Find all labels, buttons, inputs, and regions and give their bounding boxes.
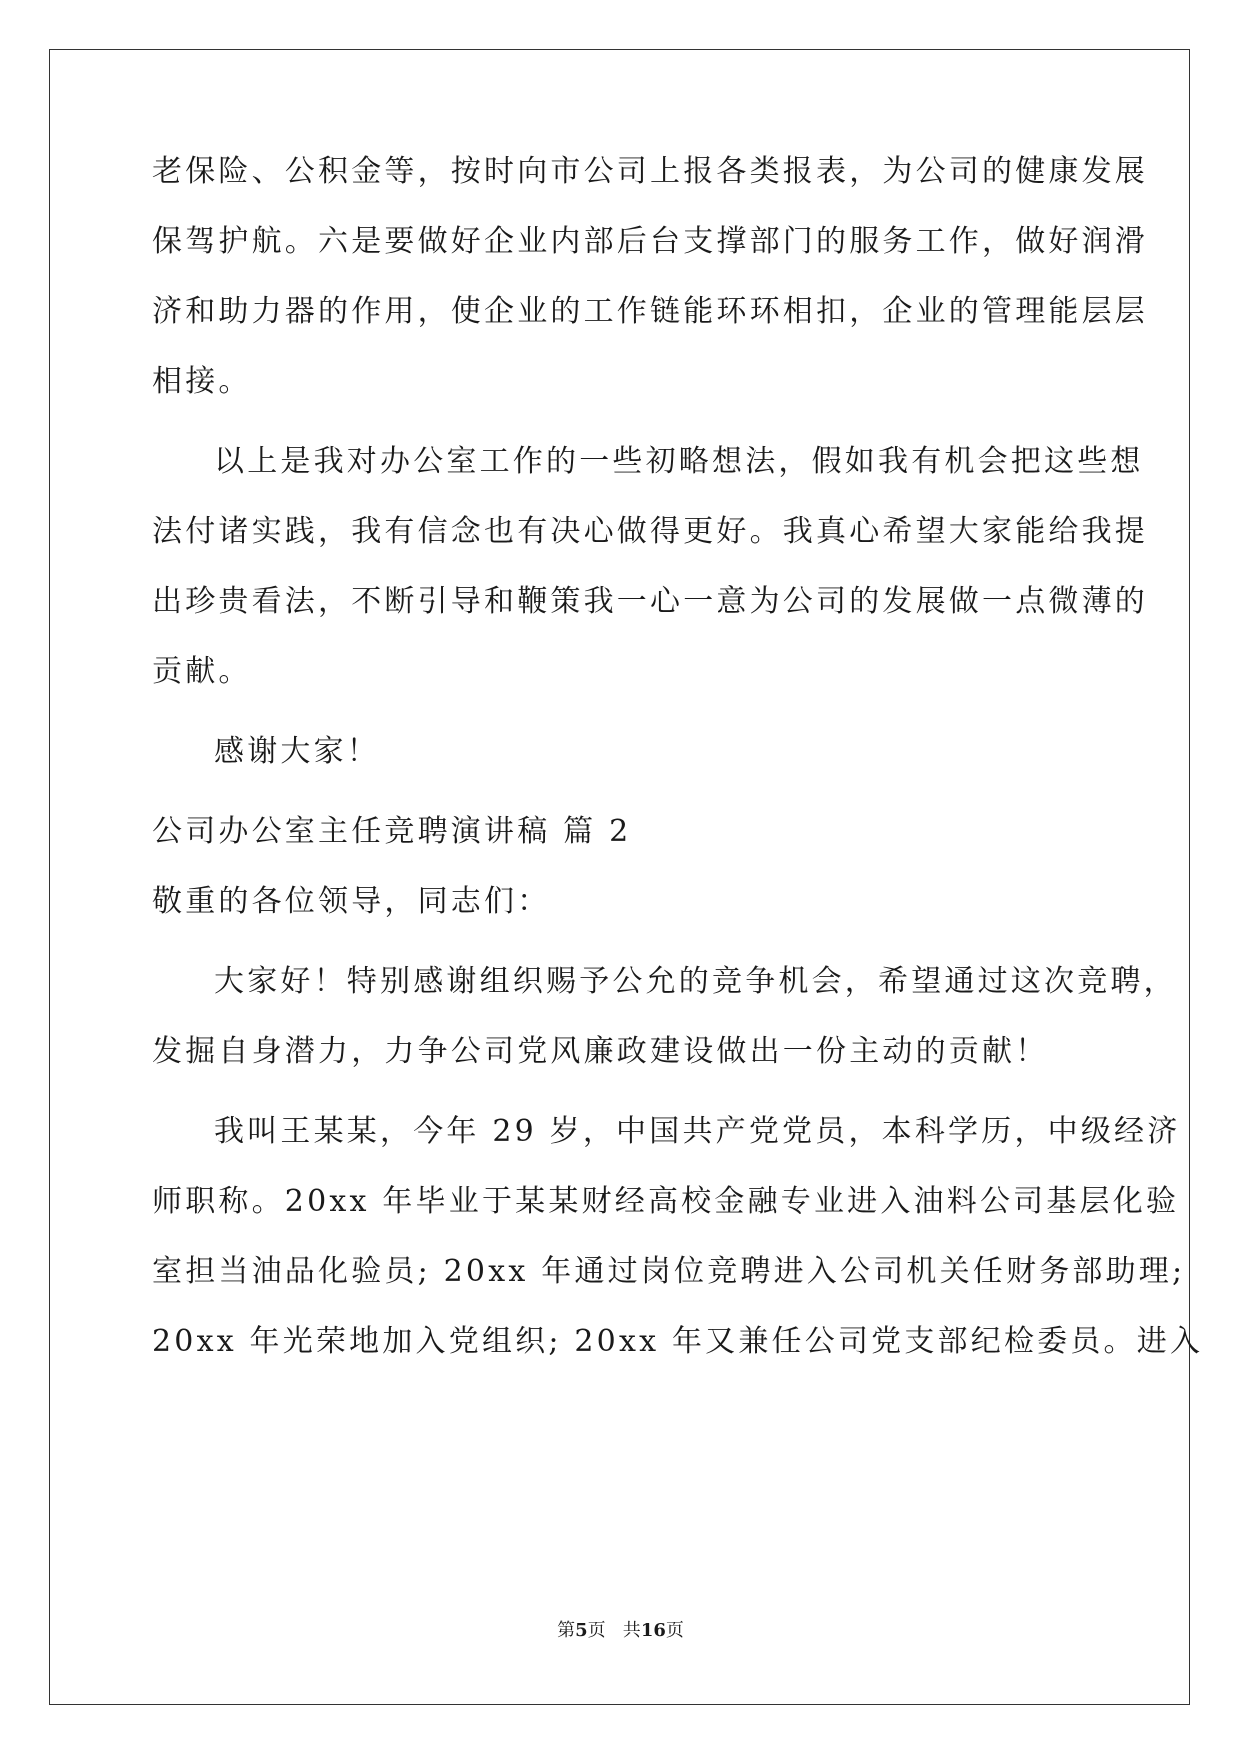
body-line: 师职称。20xx 年毕业于某某财经高校金融专业进入油料公司基层化验 <box>152 1184 1180 1219</box>
section-heading: 公司办公室主任竞聘演讲稿 篇 2 <box>152 814 632 849</box>
current-page-number: 5 <box>575 1620 588 1641</box>
salutation: 敬重的各位领导，同志们： <box>152 884 551 919</box>
footer-prefix: 第 <box>557 1620 576 1641</box>
body-line: 发掘自身潜力，力争公司党风廉政建设做出一份主动的贡献！ <box>152 1034 1049 1069</box>
body-line: 贡献。 <box>152 654 252 689</box>
footer-mid: 页 共 <box>587 1620 641 1641</box>
body-line: 20xx 年光荣地加入党组织; 20xx 年又兼任公司党支部纪检委员。进入 <box>152 1324 1204 1359</box>
body-line: 保驾护航。六是要做好企业内部后台支撑部门的服务工作，做好润滑 <box>152 224 1148 259</box>
body-line: 出珍贵看法，不断引导和鞭策我一心一意为公司的发展做一点微薄的 <box>152 584 1148 619</box>
total-pages-number: 16 <box>640 1620 666 1641</box>
body-line: 法付诸实践，我有信念也有决心做得更好。我真心希望大家能给我提 <box>152 514 1148 549</box>
body-line: 以上是我对办公室工作的一些初略想法，假如我有机会把这些想 <box>214 444 1144 479</box>
closing-line: 感谢大家！ <box>214 734 380 769</box>
page-footer <box>0 1619 1241 1643</box>
body-line: 老保险、公积金等，按时向市公司上报各类报表，为公司的健康发展 <box>152 154 1148 189</box>
body-line: 室担当油品化验员; 20xx 年通过岗位竞聘进入公司机关任财务部助理; <box>152 1254 1186 1289</box>
body-line: 相接。 <box>152 364 252 399</box>
footer-suffix: 页 <box>665 1620 684 1641</box>
body-line: 大家好！特别感谢组织赐予公允的竞争机会，希望通过这次竞聘， <box>214 964 1177 999</box>
body-line: 济和助力器的作用，使企业的工作链能环环相扣，企业的管理能层层 <box>152 294 1148 329</box>
body-line: 我叫王某某，今年 29 岁，中国共产党党员，本科学历，中级经济 <box>214 1114 1181 1149</box>
